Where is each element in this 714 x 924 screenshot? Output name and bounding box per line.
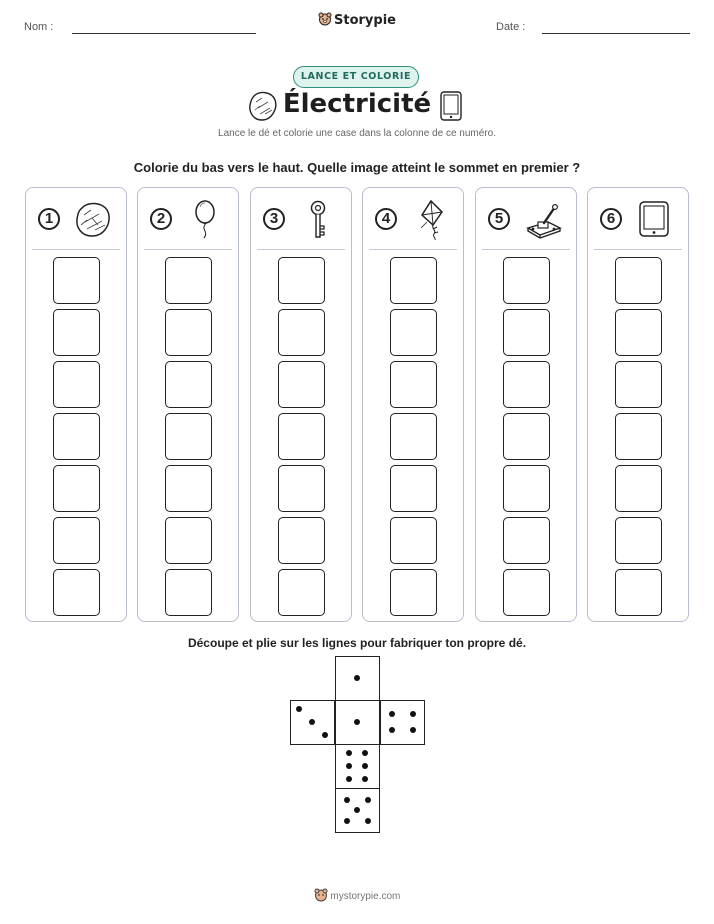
page-subtitle: Lance le dé et colorie une case dans la colonne de ce numéro. [218, 128, 496, 139]
color-cell[interactable] [615, 413, 662, 460]
rock-icon [72, 198, 114, 240]
dice-pip [354, 675, 360, 681]
dice-pip [362, 776, 368, 782]
color-cell[interactable] [165, 361, 212, 408]
color-cell[interactable] [278, 413, 325, 460]
color-cell[interactable] [165, 465, 212, 512]
color-cell[interactable] [503, 517, 550, 564]
color-cell[interactable] [503, 309, 550, 356]
dice-pip [296, 706, 302, 712]
date-label: Date : [496, 21, 526, 33]
column-divider [482, 249, 570, 250]
column-divider [257, 249, 345, 250]
dice-pip [344, 818, 350, 824]
column-5 [475, 187, 577, 622]
color-cell[interactable] [53, 517, 100, 564]
instruction-text: Colorie du bas vers le haut. Quelle image atteint le sommet en premier ? [133, 160, 581, 175]
storypie-logo-icon [318, 12, 332, 26]
color-cell[interactable] [53, 257, 100, 304]
kite-icon [409, 198, 451, 240]
activity-badge: LANCE ET COLORIE [293, 66, 419, 88]
dice-pip [365, 797, 371, 803]
color-cell[interactable] [165, 517, 212, 564]
dice-pip [344, 797, 350, 803]
color-cell[interactable] [53, 465, 100, 512]
dice-pip [346, 750, 352, 756]
dice-pip [362, 763, 368, 769]
dice-pip [354, 719, 360, 725]
color-cell[interactable] [503, 569, 550, 616]
color-cell[interactable] [165, 309, 212, 356]
switch-icon [522, 198, 564, 240]
color-cell[interactable] [615, 361, 662, 408]
dice-pip [389, 727, 395, 733]
color-cell[interactable] [278, 361, 325, 408]
footer [0, 888, 714, 902]
color-cell[interactable] [390, 413, 437, 460]
column-number: 6 [600, 208, 622, 230]
column-number: 5 [488, 208, 510, 230]
color-cell[interactable] [390, 517, 437, 564]
dice-pip [365, 818, 371, 824]
column-divider [144, 249, 232, 250]
dice-pip [410, 711, 416, 717]
color-cell[interactable] [53, 413, 100, 460]
dice-face-3 [290, 700, 335, 745]
column-number: 4 [375, 208, 397, 230]
page-title: Électricité [282, 89, 432, 119]
dice-pip [309, 719, 315, 725]
dice-pip [389, 711, 395, 717]
dice-pip [362, 750, 368, 756]
column-2 [137, 187, 239, 622]
color-cell[interactable] [278, 517, 325, 564]
column-number: 3 [263, 208, 285, 230]
dice-face-4 [380, 700, 425, 745]
color-cell[interactable] [53, 361, 100, 408]
dice-pip [322, 732, 328, 738]
color-cell[interactable] [165, 257, 212, 304]
color-cell[interactable] [615, 257, 662, 304]
color-cell[interactable] [165, 569, 212, 616]
color-cell[interactable] [503, 361, 550, 408]
brand-logo [0, 12, 714, 28]
color-cell[interactable] [278, 257, 325, 304]
tablet-icon [437, 90, 465, 122]
brand-name: Storypie [334, 13, 396, 28]
color-cell[interactable] [390, 257, 437, 304]
color-cell[interactable] [390, 309, 437, 356]
color-cell[interactable] [615, 309, 662, 356]
color-cell[interactable] [278, 465, 325, 512]
column-divider [32, 249, 120, 250]
color-cell[interactable] [390, 569, 437, 616]
column-4 [362, 187, 464, 622]
color-cell[interactable] [390, 465, 437, 512]
key-icon [297, 198, 339, 240]
column-number: 1 [38, 208, 60, 230]
color-cell[interactable] [278, 309, 325, 356]
dice-pip [346, 776, 352, 782]
column-6 [587, 187, 689, 622]
dice-instruction: Découpe et plie sur les lignes pour fabriquer ton propre dé. [187, 636, 527, 650]
color-cell[interactable] [53, 309, 100, 356]
balloon-icon [184, 198, 226, 240]
color-cell[interactable] [53, 569, 100, 616]
color-cell[interactable] [165, 413, 212, 460]
dice-pip [410, 727, 416, 733]
dice-face-5 [335, 788, 380, 833]
column-number: 2 [150, 208, 172, 230]
color-cell[interactable] [615, 465, 662, 512]
tablet-icon [634, 198, 676, 240]
column-divider [369, 249, 457, 250]
color-cell[interactable] [615, 569, 662, 616]
dice-pip [354, 807, 360, 813]
column-divider [594, 249, 682, 250]
color-cell[interactable] [503, 257, 550, 304]
date-line[interactable] [542, 33, 690, 34]
color-cell[interactable] [615, 517, 662, 564]
footer-url[interactable]: mystorypie.com [330, 891, 401, 902]
column-1 [25, 187, 127, 622]
dice-pip [346, 763, 352, 769]
name-line[interactable] [72, 33, 256, 34]
dice-face-1 [335, 700, 380, 745]
color-cell[interactable] [503, 465, 550, 512]
dice-face-6 [335, 744, 380, 789]
storypie-logo-icon [314, 888, 328, 902]
color-cell[interactable] [390, 361, 437, 408]
column-3 [250, 187, 352, 622]
dice-face-1 [335, 656, 380, 701]
name-label: Nom : [24, 21, 54, 33]
color-cell[interactable] [503, 413, 550, 460]
color-cell[interactable] [278, 569, 325, 616]
